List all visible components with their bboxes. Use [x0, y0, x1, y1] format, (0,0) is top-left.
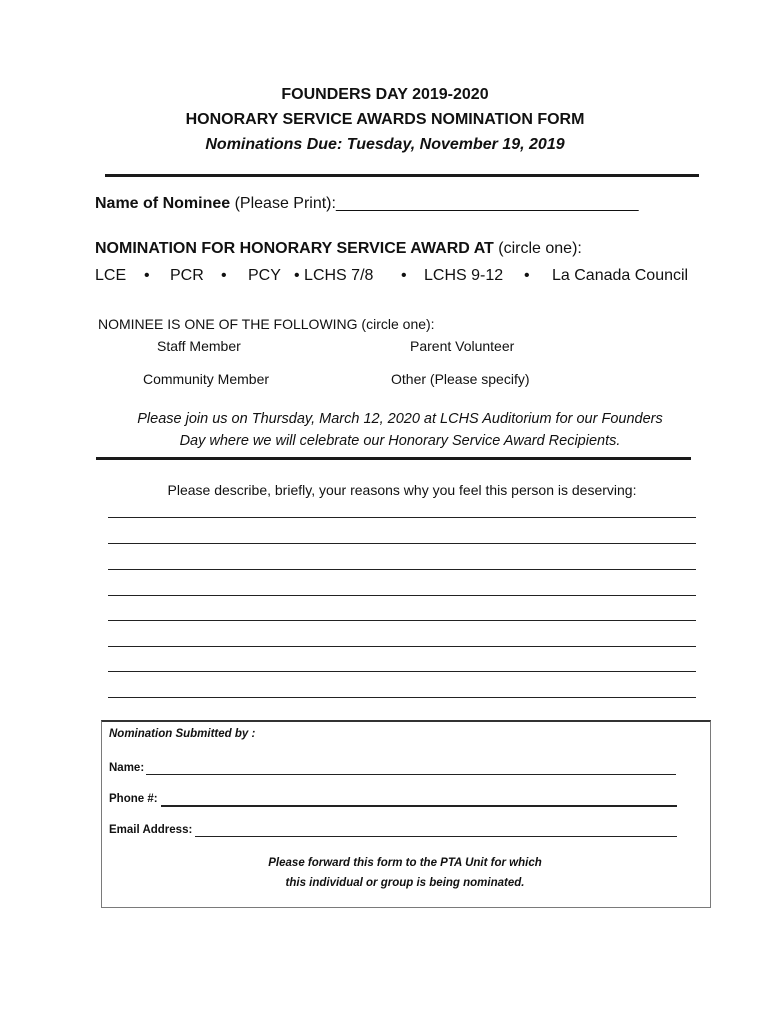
submitter-heading: Nomination Submitted by :: [109, 728, 256, 740]
submitter-name-label: Name:: [109, 762, 145, 774]
reasons-line[interactable]: [108, 595, 696, 596]
invitation-line1: Please join us on Thursday, March 12, 2020 at LCHS Auditorium for our Founders: [137, 411, 663, 427]
reasons-line[interactable]: [108, 543, 696, 544]
bullet-separator: •: [401, 267, 407, 284]
award-hint: (circle one):: [493, 240, 582, 257]
award-option-la-canada-council[interactable]: La Canada Council: [552, 267, 689, 284]
nominee-name-hint: (Please Print):: [230, 195, 336, 212]
nominee-name-field[interactable]: [95, 195, 639, 213]
award-option-pcr[interactable]: PCR: [170, 267, 204, 284]
award-option-lce[interactable]: LCE: [95, 267, 127, 284]
invitation-divider: [96, 457, 691, 460]
reasons-line[interactable]: [108, 620, 696, 621]
role-option-community-member[interactable]: Community Member: [143, 371, 270, 387]
header-divider: [105, 174, 699, 177]
nominee-name-blank[interactable]: __________________________________: [335, 195, 639, 212]
role-option-staff-member[interactable]: Staff Member: [157, 338, 241, 354]
role-heading: NOMINEE IS ONE OF THE FOLLOWING (circle one):: [98, 316, 435, 332]
form-title-line1: FOUNDERS DAY 2019-2020: [281, 86, 489, 103]
reasons-line[interactable]: [108, 697, 696, 698]
submitter-email-input[interactable]: [195, 836, 677, 837]
reasons-line[interactable]: [108, 671, 696, 672]
reasons-line[interactable]: [108, 569, 696, 570]
nominee-name-label: Name of Nominee: [95, 195, 231, 212]
award-option-lchs-7-8[interactable]: • LCHS 7/8: [294, 267, 374, 284]
award-option-pcy[interactable]: PCY: [248, 267, 281, 284]
invitation-line2: Day where we will celebrate our Honorary Service Award Recipients.: [179, 433, 621, 449]
forward-note-line2: this individual or group is being nominated.: [285, 877, 525, 889]
submitter-name-input[interactable]: [146, 774, 676, 775]
role-option-parent-volunteer[interactable]: Parent Volunteer: [410, 338, 515, 354]
submitter-phone-input[interactable]: [161, 805, 677, 807]
bullet-separator: •: [524, 267, 530, 284]
submitter-email-label: Email Address:: [109, 824, 193, 836]
submitter-phone-label: Phone #:: [109, 793, 158, 805]
role-option-other[interactable]: Other (Please specify): [391, 371, 530, 387]
bullet-separator: •: [221, 267, 227, 284]
due-date: Nominations Due: Tuesday, November 19, 2019: [205, 136, 565, 153]
reasons-line[interactable]: [108, 646, 696, 647]
award-option-lchs-9-12[interactable]: LCHS 9-12: [424, 267, 504, 284]
award-heading: [95, 240, 582, 258]
reasons-line[interactable]: [108, 517, 696, 518]
forward-note-line1: Please forward this form to the PTA Unit for which: [268, 857, 542, 869]
reasons-prompt: Please describe, briefly, your reasons why you feel this person is deserving:: [167, 482, 637, 498]
bullet-separator: •: [144, 267, 150, 284]
form-title-line2: HONORARY SERVICE AWARDS NOMINATION FORM: [185, 111, 585, 128]
award-label: NOMINATION FOR HONORARY SERVICE AWARD AT: [95, 240, 494, 257]
